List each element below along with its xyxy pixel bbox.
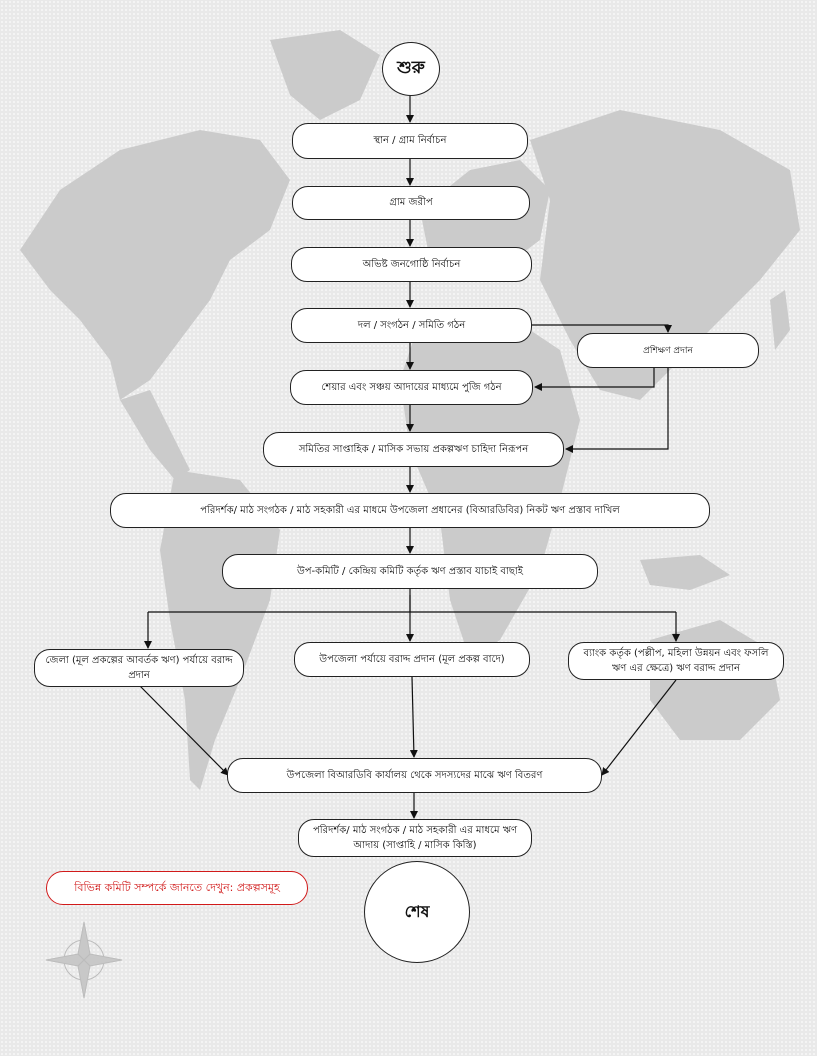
branch-district-allocation-label: জেলা (মূল প্রকল্পের আবর্তক ঋণ) পর্যায়ে বরাদ্দ প্রদান — [45, 655, 233, 681]
step-capital-formation-label: শেয়ার এবং সঞ্চয় আদায়ের মাধ্যমে পুজি গঠন — [321, 381, 502, 393]
step-village-survey-label: গ্রাম জরীপ — [389, 197, 433, 208]
arrow-training-to-s6 — [566, 368, 668, 449]
step-loan-recovery-label: পরিদর্শক/ মাঠ সংগঠক / মাঠ সহকারী এর মাধমে ঋণ আদায় (সাপ্তাহি / মাসিক কিস্তি) — [312, 825, 518, 851]
arrow-b2-to-s9 — [412, 677, 414, 757]
arrow-s4-to-training — [532, 325, 668, 332]
start-label: শুরু — [397, 58, 425, 78]
step-committee-review-label: উপ-কমিটি / কেন্দ্রিয় কমিটি কর্তৃক ঋণ প্রস্তাব যাচাই বাছাই — [296, 565, 524, 577]
step-select-village-label: স্থান / গ্রাম নির্বাচন — [373, 135, 447, 146]
step-capital-formation — [290, 370, 533, 405]
branch-upazila-allocation — [294, 642, 530, 677]
step-select-target-group-label: অভিষ্ট জনগোষ্ঠি নির্বাচন — [362, 258, 461, 270]
step-loan-demand-assessment — [263, 432, 564, 467]
step-select-village — [292, 123, 528, 159]
branch-district-allocation — [34, 649, 244, 687]
branch-upazila-allocation-label: উপজেলা পর্যায়ে বরাদ্দ প্রদান (মূল প্রকল্প বাদে) — [319, 653, 505, 665]
committee-info-link-label: বিভিন্ন কমিটি সম্পর্কে জানতে দেখুন: প্রকল্পসমূহ — [74, 880, 280, 894]
end-circle — [364, 861, 470, 963]
step-form-society-label: দল / সংগঠন / সমিতি গঠন — [357, 319, 466, 331]
step-village-survey — [292, 186, 530, 220]
arrow-b1-to-s9 — [140, 686, 228, 775]
step-select-target-group — [291, 247, 532, 282]
step-loan-demand-assessment-label: সমিতির সাপ্তাহিক / মাসিক সভায় প্রকল্পঋণ চাহিদা নিরূপন — [298, 443, 529, 455]
step-loan-distribution-label: উপজেলা বিআরডিবি কার্যালয় থেকে সদস্যদের মাঝে ঋণ বিতরণ — [286, 769, 543, 781]
start-circle — [382, 42, 440, 96]
step-submit-loan-proposal — [110, 493, 710, 528]
step-provide-training-label: প্রশিক্ষণ প্রদান — [643, 345, 693, 356]
arrow-b3-to-s9 — [602, 680, 676, 775]
step-committee-review — [222, 554, 598, 589]
step-form-society — [291, 308, 532, 343]
step-loan-distribution — [227, 758, 602, 793]
branch-bank-allocation — [568, 642, 784, 680]
step-loan-recovery — [298, 819, 532, 857]
branch-bank-allocation-label: ব্যাংক কর্তৃক (পল্লীপ, মহিলা উন্নয়ন এবং ফসলি ঋণ এর ক্ষেত্রে) ঋণ বরাদ্দ প্রদান — [583, 648, 769, 674]
step-submit-loan-proposal-label: পরিদর্শক/ মাঠ সংগঠক / মাঠ সহকারী এর মাধমে উপজেলা প্রধানের (বিআরডিবির) নিকট ঋণ প্রস্তাব দাখিল — [200, 504, 620, 516]
step-provide-training — [577, 333, 759, 368]
arrow-training-to-s5 — [535, 368, 654, 387]
committee-info-link[interactable] — [46, 871, 308, 905]
end-label: শেষ — [404, 901, 430, 921]
compass-rose-icon — [40, 920, 130, 1004]
